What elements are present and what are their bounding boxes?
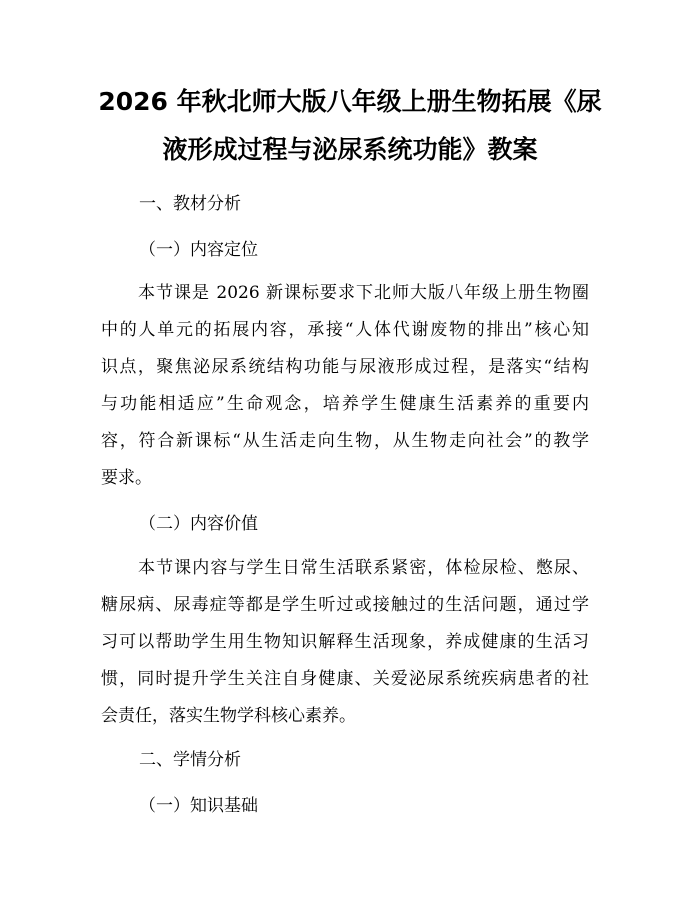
subsection-heading-content-value: （二）内容价值 — [139, 514, 258, 534]
subsection-heading-knowledge-basis: （一）知识基础 — [139, 796, 258, 816]
paragraph-line: 要求。 — [101, 468, 152, 488]
paragraph-line: 糖尿病、尿毒症等都是学生听过或接触过的生活问题，通过学 — [101, 595, 589, 615]
document-title-line-2: 液形成过程与泌尿系统功能》教案 — [162, 135, 538, 164]
document-title-line-1: 2026 年秋北师大版八年级上册生物拓展《尿 — [98, 87, 602, 116]
paragraph-line: 会责任，落实生物学科核心素养。 — [101, 706, 356, 726]
paragraph-line: 与功能相适应”生命观念，培养学生健康生活素养的重要内 — [101, 394, 589, 414]
paragraph-line: 容，符合新课标“从生活走向生物，从生物走向社会”的教学 — [101, 431, 589, 451]
paragraph-line: 本节课内容与学生日常生活联系紧密，体检尿检、憋尿、 — [138, 558, 589, 578]
paragraph-line: 中的人单元的拓展内容，承接“人体代谢废物的排出”核心知 — [101, 320, 589, 340]
paragraph-line: 本节课是 2026 新课标要求下北师大版八年级上册生物圈 — [138, 283, 589, 303]
paragraph-line: 习可以帮助学生用生物知识解释生活现象，养成健康的生活习 — [101, 632, 589, 652]
section-heading-learner-analysis: 二、学情分析 — [139, 750, 241, 770]
section-heading-teaching-material-analysis: 一、教材分析 — [139, 194, 241, 214]
paragraph-line: 惯，同时提升学生关注自身健康、关爱泌尿系统疾病患者的社 — [101, 669, 589, 689]
subsection-heading-content-positioning: （一）内容定位 — [139, 240, 258, 260]
paragraph-line: 识点，聚焦泌尿系统结构功能与尿液形成过程，是落实“结构 — [101, 357, 589, 377]
